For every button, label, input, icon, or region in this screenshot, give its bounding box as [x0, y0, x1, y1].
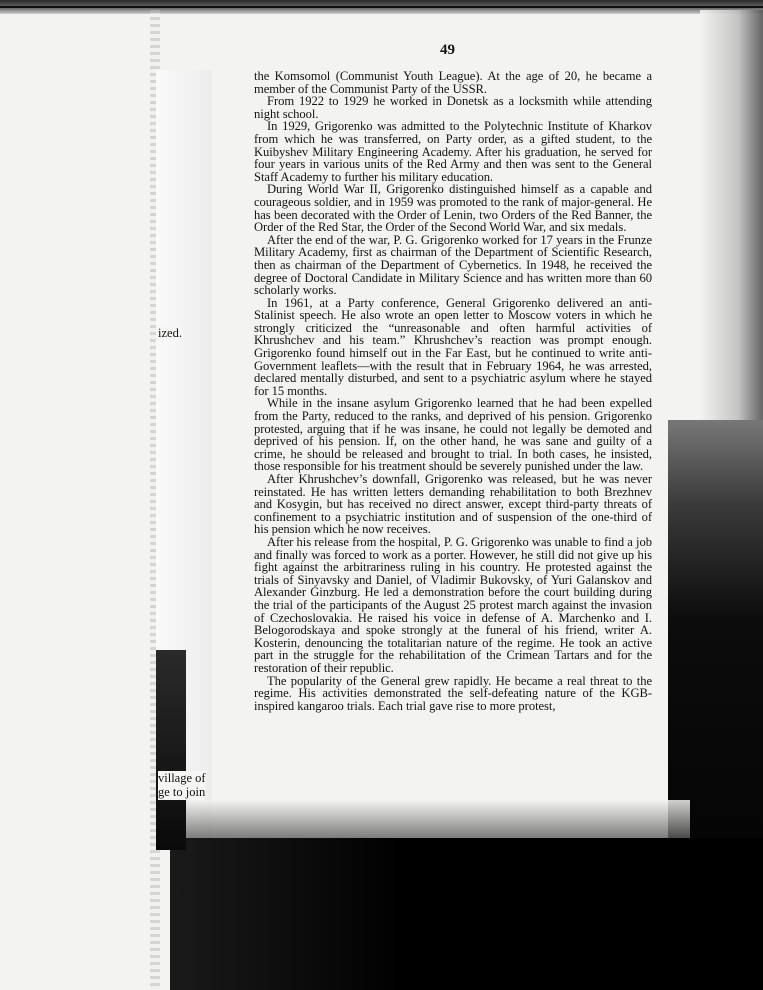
scan-bottom-dark-area: [170, 838, 763, 990]
paragraph: the Komsomol (Communist Youth League). At the age of 20, he became a member of the Communist Party of the USSR.: [254, 69, 652, 96]
margin-fragment: village of: [158, 771, 206, 785]
paragraph: After the end of the war, P. G. Grigorenko worked for 17 years in the Frunze Military Academy, first as chairman of the Department of Scientific Research, then as chairman of the Department of Cybernetics. In 1948, he received the degree of Doctoral Candidate in Military Science and has written more than 60 scholarly works.: [254, 232, 652, 298]
scan-right-shadow: [700, 10, 763, 430]
paragraph: In 1929, Grigorenko was admitted to the Polytechnic Institute of Kharkov from which he was transferred, on Party order, as a gifted student, to the Kuibyshev Military Engineering Academy. After his graduation, he served for four years in various units of the Red Army and then was sent to the General Staff Academy to further his military education.: [254, 119, 652, 184]
scan-left-dark-area: [156, 650, 186, 850]
page-body-text: [254, 70, 652, 712]
paragraph: In 1961, at a Party conference, General Grigorenko delivered an anti-Stalinist speech. He also wrote an open letter to Moscow voters in which he strongly criticized the “unreasonable and often harmful activities of Khrushchev and his team.” Khrushchev’s reaction was prompt enough. Grigorenko found himself out in the Far East, but he continued to write anti-Government leaflets—with the result that in February 1964, he was arrested, declared mentally disturbed, and sent to a psychiatric asylum where he stayed for 15 months.: [254, 295, 652, 398]
paragraph: After Khrushchev’s downfall, Grigorenko was released, but he was never reinstated. He has written letters demanding rehabilitation to both Brezhnev and Kosygin, but has received no direct answer, except third-party threats of confinement to a psychiatric institution and of suspension of the one-third of his pension which he now receives.: [254, 472, 652, 537]
paragraph: After his release from the hospital, P. G. Grigorenko was unable to find a job and finally was forced to work as a porter. However, he still did not give up his fight against the arbitrariness ruling in his country. He protested against the trials of Sinyavsky and Daniel, of Vladimir Bukovsky, of Yuri Galanskov and Alexander Ginzburg. He led a demonstration before the court building during the trial of the participants of the August 25 protest march against the invasion of Czechoslovakia. He raised his voice in defense of A. Marchenko and I. Belogorodskaya and spoke strongly at the funeral of his friend, writer A. Kosterin, denouncing the totalitarian nature of the regime. He took an active part in the struggle for the rehabilitation of the Crimean Tartars and for the restoration of their republic.: [254, 534, 652, 675]
margin-fragment: ized.: [158, 326, 182, 340]
paragraph: While in the insane asylum Grigorenko learned that he had been expelled from the Party, reduced to the ranks, and deprived of his pension. Grigorenko protested, arguing that if he was insane, he could not legally be demoted and deprived of his pension. If, on the other hand, he was sane and guilty of a crime, he should be released and brought to trial. In both cases, he insisted, those responsible for his treatment should be severely punished under the law.: [254, 396, 652, 474]
page-number: 49: [440, 42, 455, 58]
paragraph: The popularity of the General grew rapidly. He became a real threat to the regime. His activities demonstrated the self-defeating nature of the KGB-inspired kangaroo trials. Each trial gave rise to more protest,: [254, 673, 652, 713]
margin-fragment: ge to join: [158, 785, 206, 799]
scan-top-line: [0, 6, 763, 8]
paragraph: From 1922 to 1929 he worked in Donetsk as a locksmith while attending night school.: [254, 94, 652, 121]
paragraph: During World War II, Grigorenko distinguished himself as a capable and courageous soldier, and in 1959 was promoted to the rank of major-general. He has been decorated with the Order of Lenin, two Orders of the Red Banner, the Order of the Red Star, the Order of the Second World War, and six medals.: [254, 182, 652, 235]
